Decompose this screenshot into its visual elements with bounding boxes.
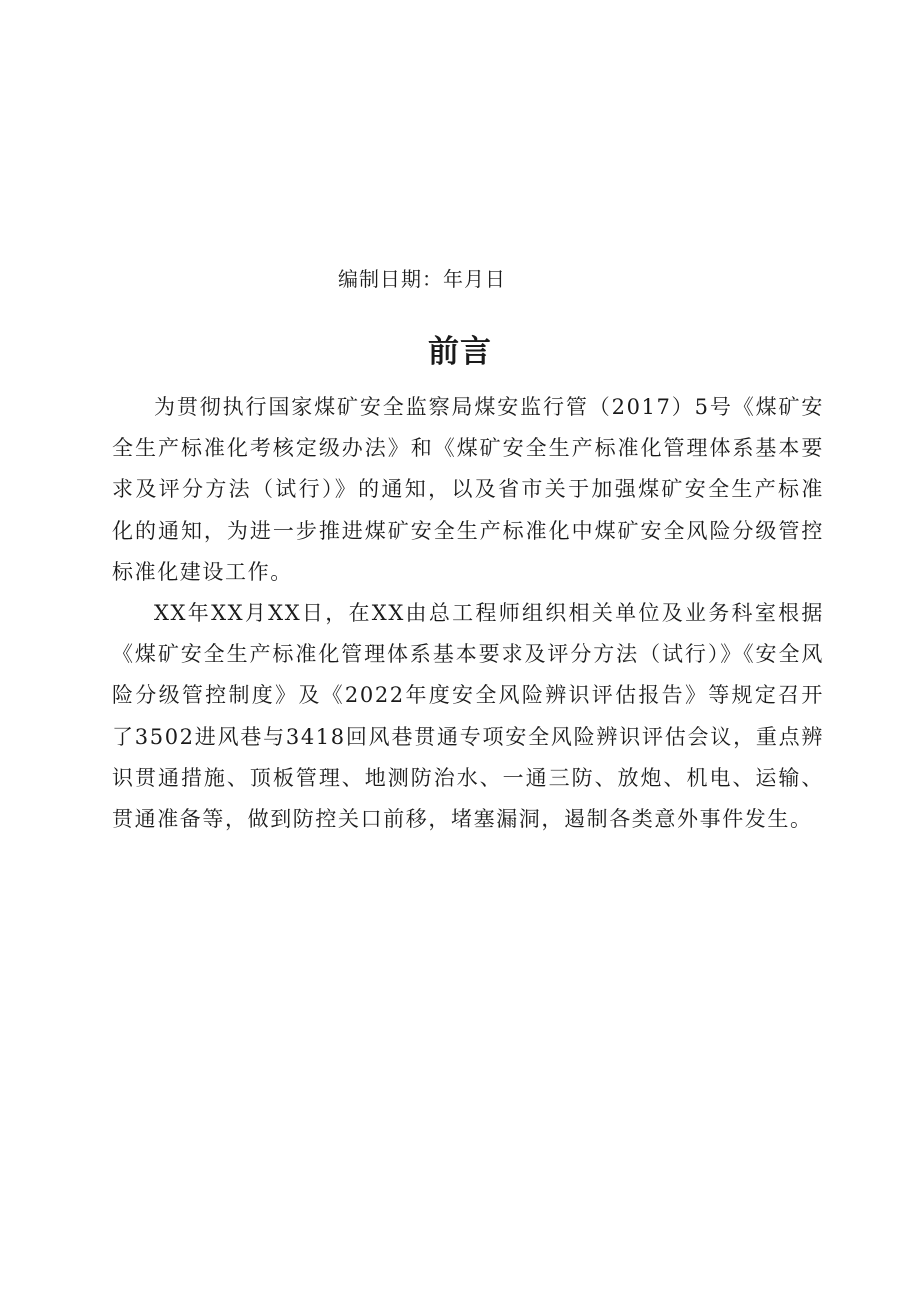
paragraph-purpose: 为贯彻执行国家煤矿安全监察局煤安监行管（2017）5号《煤矿安全生产标准化考核定级办法》和《煤矿安全生产标准化管理体系基本要求及评分方法（试行）》的通知，以及省市关于加强煤矿安全生产标准化的通知，为进一步推进煤矿安全生产标准化中煤矿安全风险分级管控标准化建设工作。 xyxy=(112,395,824,584)
compile-date-line: 编制日期：年月日 xyxy=(338,267,506,291)
paragraph-meeting: XX年XX月XX日，在XX由总工程师组织相关单位及业务科室根据《煤矿安全生产标准化管理体系基本要求及评分方法（试行）》《安全风险分级管控制度》及《2022年度安全风险辨识评估报告》等规定召开了3502进风巷与3418回风巷贯通专项安全风险辨识评估会议，重点辨识贯通措施、顶板管理、地测防治水、一通三防、放炮、机电、运输、贯通准备等，做到防控关口前移，堵塞漏洞，遏制各类意外事件发生。 xyxy=(112,601,824,832)
body-text xyxy=(112,387,824,840)
page-title: 前言 xyxy=(428,334,492,370)
